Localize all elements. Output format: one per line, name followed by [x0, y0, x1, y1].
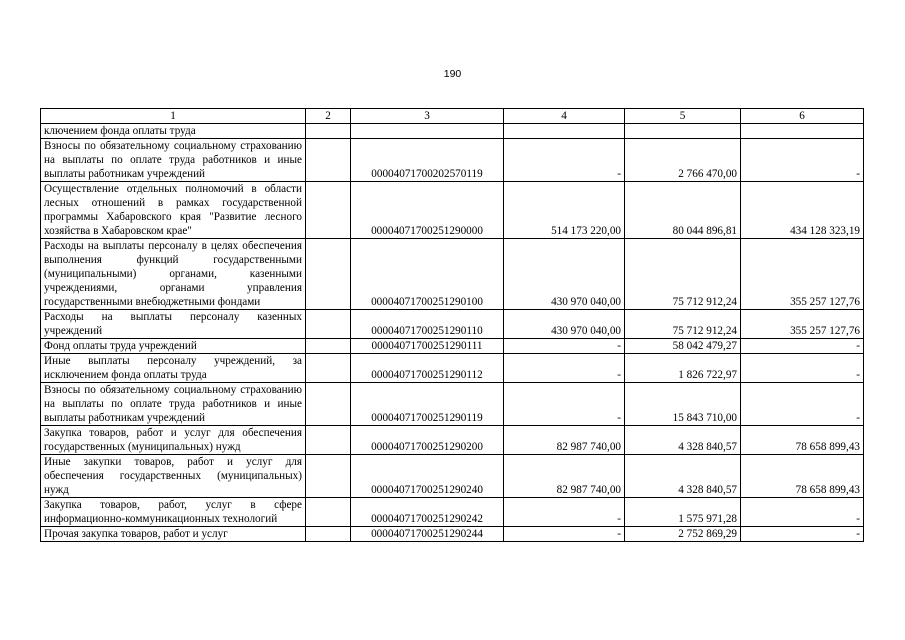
col-header-3: 3 — [351, 109, 504, 124]
table-row — [41, 139, 864, 182]
row-code-cell: 00004071700251290100 — [351, 239, 504, 310]
row-col2-cell — [306, 310, 351, 339]
table-row — [41, 455, 864, 498]
row-code-cell: 00004071700251290119 — [351, 383, 504, 426]
row-approved-cell: 82 987 740,00 — [504, 455, 625, 498]
row-executed-cell — [625, 124, 741, 139]
row-unexecuted-cell: 355 257 127,76 — [741, 239, 864, 310]
row-approved-cell: 514 173 220,00 — [504, 182, 625, 239]
row-unexecuted-cell: 78 658 899,43 — [741, 426, 864, 455]
row-approved-cell: - — [504, 498, 625, 527]
table-row — [41, 527, 864, 542]
row-col2-cell — [306, 239, 351, 310]
row-code-cell: 00004071700251290240 — [351, 455, 504, 498]
row-name-cell: Фонд оплаты труда учреждений — [41, 339, 306, 354]
row-approved-cell: - — [504, 339, 625, 354]
row-code-cell — [351, 124, 504, 139]
row-approved-cell: - — [504, 354, 625, 383]
table-row — [41, 310, 864, 339]
row-executed-cell: 80 044 896,81 — [625, 182, 741, 239]
row-name-cell: Взносы по обязательному социальному страхованию на выплаты по оплате труда работников и иные выплаты работникам учреждений — [41, 139, 306, 182]
row-col2-cell — [306, 455, 351, 498]
row-approved-cell — [504, 124, 625, 139]
row-unexecuted-cell: - — [741, 498, 864, 527]
row-col2-cell — [306, 426, 351, 455]
col-header-5: 5 — [625, 109, 741, 124]
row-unexecuted-cell: - — [741, 383, 864, 426]
row-code-cell: 00004071700251290000 — [351, 182, 504, 239]
row-executed-cell: 75 712 912,24 — [625, 239, 741, 310]
row-name-cell: Иные закупки товаров, работ и услуг для обеспечения государственных (муниципальных) нужд — [41, 455, 306, 498]
row-col2-cell — [306, 182, 351, 239]
row-col2-cell — [306, 498, 351, 527]
row-code-cell: 00004071700251290112 — [351, 354, 504, 383]
row-unexecuted-cell — [741, 124, 864, 139]
row-code-cell: 00004071700251290242 — [351, 498, 504, 527]
row-executed-cell: 2 752 869,29 — [625, 527, 741, 542]
row-code-cell: 00004071700251290110 — [351, 310, 504, 339]
row-approved-cell: - — [504, 383, 625, 426]
table-row — [41, 426, 864, 455]
row-executed-cell: 15 843 710,00 — [625, 383, 741, 426]
row-col2-cell — [306, 124, 351, 139]
col-header-6: 6 — [741, 109, 864, 124]
row-unexecuted-cell: - — [741, 139, 864, 182]
row-col2-cell — [306, 354, 351, 383]
table-row — [41, 339, 864, 354]
row-executed-cell: 58 042 479,27 — [625, 339, 741, 354]
table-row — [41, 239, 864, 310]
row-executed-cell: 1 575 971,28 — [625, 498, 741, 527]
row-name-cell: Взносы по обязательному социальному страхованию на выплаты по оплате труда работников и иные выплаты работникам учреждений — [41, 383, 306, 426]
table-row — [41, 124, 864, 139]
col-header-4: 4 — [504, 109, 625, 124]
table-row — [41, 498, 864, 527]
row-unexecuted-cell: 355 257 127,76 — [741, 310, 864, 339]
col-header-1: 1 — [41, 109, 306, 124]
row-name-cell: Закупка товаров, работ, услуг в сфере информационно-коммуникационных технологий — [41, 498, 306, 527]
row-approved-cell: - — [504, 139, 625, 182]
row-code-cell: 00004071700251290111 — [351, 339, 504, 354]
row-name-cell: Расходы на выплаты персоналу в целях обеспечения выполнения функций государственными (муниципальными) органами, казенными учреждениями, органами управления государственными внебюджетными фондами — [41, 239, 306, 310]
row-executed-cell: 4 328 840,57 — [625, 426, 741, 455]
row-unexecuted-cell: 78 658 899,43 — [741, 455, 864, 498]
row-approved-cell: - — [504, 527, 625, 542]
budget-execution-table — [40, 108, 864, 542]
page-number: 190 — [443, 68, 462, 80]
row-approved-cell: 430 970 040,00 — [504, 239, 625, 310]
row-approved-cell: 430 970 040,00 — [504, 310, 625, 339]
row-unexecuted-cell: - — [741, 527, 864, 542]
row-approved-cell: 82 987 740,00 — [504, 426, 625, 455]
row-unexecuted-cell: - — [741, 339, 864, 354]
row-executed-cell: 4 328 840,57 — [625, 455, 741, 498]
row-col2-cell — [306, 527, 351, 542]
row-name-cell: Закупка товаров, работ и услуг для обеспечения государственных (муниципальных) нужд — [41, 426, 306, 455]
table-row — [41, 383, 864, 426]
table-row — [41, 182, 864, 239]
row-code-cell: 00004071700251290244 — [351, 527, 504, 542]
row-name-cell: Прочая закупка товаров, работ и услуг — [41, 527, 306, 542]
table-row — [41, 354, 864, 383]
row-executed-cell: 2 766 470,00 — [625, 139, 741, 182]
header-row — [41, 109, 864, 124]
row-unexecuted-cell: - — [741, 354, 864, 383]
row-unexecuted-cell: 434 128 323,19 — [741, 182, 864, 239]
row-executed-cell: 1 826 722,97 — [625, 354, 741, 383]
row-code-cell: 00004071700202570119 — [351, 139, 504, 182]
row-name-cell: Иные выплаты персоналу учреждений, за исключением фонда оплаты труда — [41, 354, 306, 383]
row-col2-cell — [306, 139, 351, 182]
row-name-cell: Расходы на выплаты персоналу казенных учреждений — [41, 310, 306, 339]
row-code-cell: 00004071700251290200 — [351, 426, 504, 455]
row-executed-cell: 75 712 912,24 — [625, 310, 741, 339]
row-col2-cell — [306, 339, 351, 354]
col-header-2: 2 — [306, 109, 351, 124]
row-col2-cell — [306, 383, 351, 426]
row-name-cell: ключением фонда оплаты труда — [41, 124, 306, 139]
row-name-cell: Осуществление отдельных полномочий в области лесных отношений в рамках государственной программы Хабаровского края "Развитие лесного хозяйства в Хабаровском крае" — [41, 182, 306, 239]
